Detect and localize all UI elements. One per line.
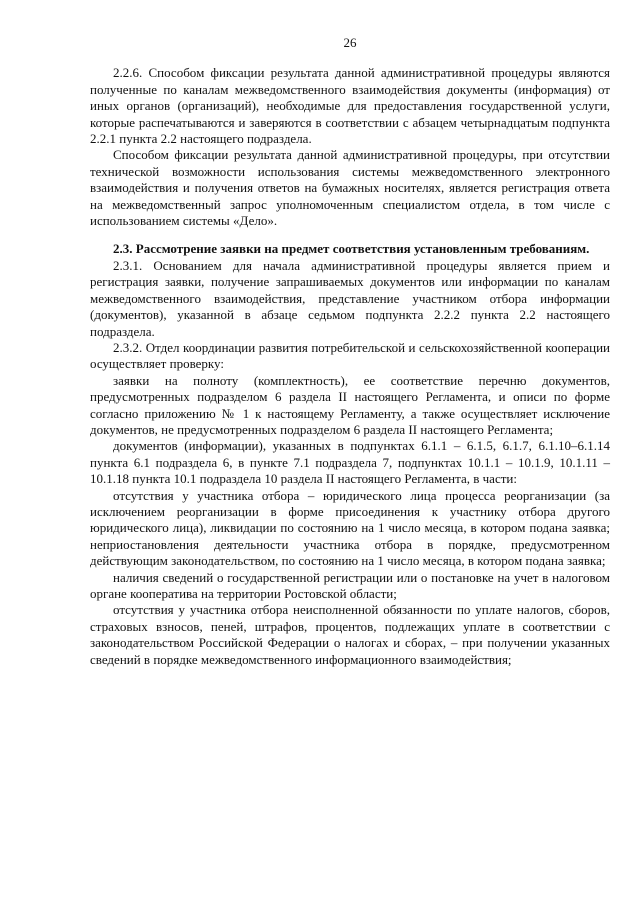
section-heading: 2.3. Рассмотрение заявки на предмет соответствия установленным требованиям.: [113, 241, 590, 257]
page-number: 26: [343, 35, 357, 50]
document-body: [90, 65, 610, 668]
document-page: [90, 35, 610, 668]
paragraph: документов (информации), указанных в подпунктах 6.1.1 – 6.1.5, 6.1.7, 6.1.10–6.1.14 пункта 6.1 подраздела 6, в пункте 7.1 подраздела 7, подпунктах 10.1.1 – 10.1.9, 10.1.11 – 10.1.18 пункта 10.1 подраздела 10 раздела II настоящего Регламента, в части:: [90, 438, 610, 487]
paragraph: 2.3.2. Отдел координации развития потребительской и сельскохозяйственной кооперации осуществляет проверку:: [90, 339, 610, 372]
paragraph: 2.3.1. Основанием для начала административной процедуры является прием и регистрация заявки, получение запрашиваемых документов или информации по каналам межведомственного взаимодействия, представление участником отбора информации (документов), указанной в абзаце седьмом подпункта 2.2.2 пункта 2.2 настоящего подраздела.: [90, 257, 610, 339]
paragraph: отсутствия у участника отбора неисполненной обязанности по уплате налогов, сборов, страховых взносов, пеней, штрафов, процентов, подлежащих уплате в соответствии с законодательством Российской Федерации о налогах и сборах, – при получении указанных сведений в порядке межведомственного информационного взаимодействия;: [90, 602, 610, 667]
paragraph: наличия сведений о государственной регистрации или о постановке на учет в налоговом органе кооператива на территории Ростовской области;: [90, 569, 610, 601]
paragraph: отсутствия у участника отбора – юридического лица процесса реорганизации (за исключением реорганизации в форме присоединения к участнику отбора другого юридического лица), ликвидации по состоянию на 1 число месяца, в котором подана заявка; неприостановления деятельности участника отбора в порядке, предусмотренном действующим законодательством, по состоянию на 1 число месяца, в котором подана заявка;: [90, 487, 610, 569]
section-spacer: [90, 229, 610, 241]
paragraph: 2.2.6. Способом фиксации результата данной административной процедуры являются полученные по каналам межведомственного взаимодействия документы (информация) от иных органов (организаций), необходимые для предоставления государственной услуги, которые распечатываются и заверяются в соответствии с абзацем четырнадцатым подпункта 2.2.1 пункта 2.2 настоящего подраздела.: [90, 65, 610, 147]
paragraph: Способом фиксации результата данной административной процедуры, при отсутствии технической возможности использования системы межведомственного электронного взаимодействия и получения ответов на бумажных носителях, является регистрация ответа на межведомственный запрос уполномоченным специалистом отдела, в том числе с использованием системы «Дело».: [90, 147, 610, 229]
paragraph: заявки на полноту (комплектность), ее соответствие перечню документов, предусмотренных подразделом 6 раздела II настоящего Регламента, и описи по форме согласно приложению № 1 к настоящему Регламенту, а также осуществляет исключение документов, не предусмотренных подразделом 6 раздела II настоящего Регламента;: [90, 372, 610, 437]
